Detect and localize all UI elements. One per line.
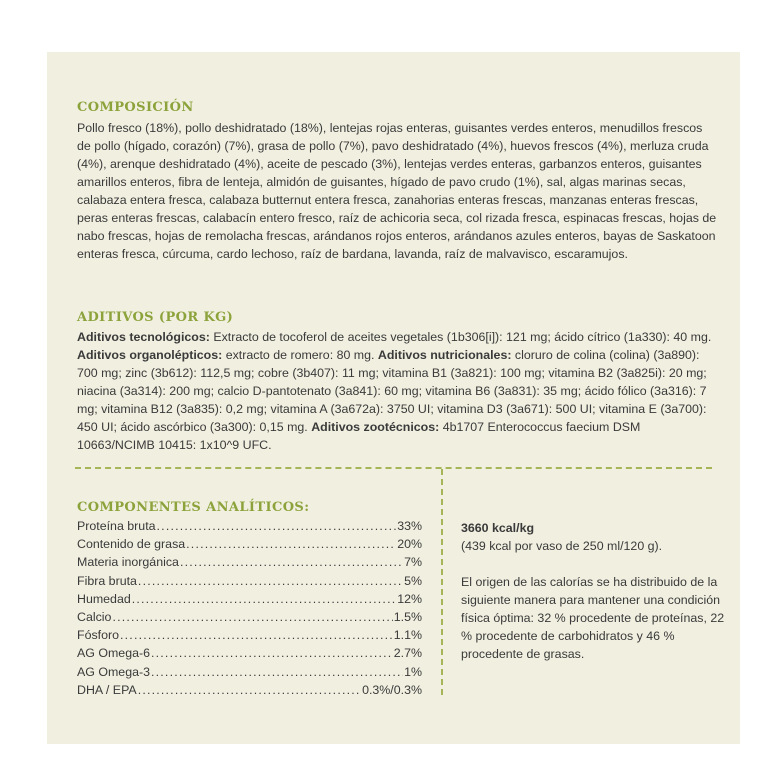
additives-organo-label: Aditivos organolépticos:	[77, 348, 223, 362]
additives-heading: ADITIVOS (POR KG)	[77, 310, 234, 325]
analytics-row	[77, 537, 422, 555]
analytics-row	[77, 683, 422, 701]
analytics-label: DHA / EPA	[77, 682, 137, 697]
energy-description: El origen de las calorías se ha distribuido de la siguiente manera para mantener una condición física óptima: 32 % procedente de proteínas, 22 % procedente de carbohidratos y 46 % procedente de grasas.	[461, 575, 725, 661]
analytics-list	[77, 519, 422, 701]
dot-leader	[186, 537, 396, 551]
analytics-value: 1%	[404, 664, 422, 679]
additives-zoo-label: Aditivos zootécnicos:	[311, 420, 440, 434]
dot-leader	[132, 592, 396, 606]
analytics-label: Humedad	[77, 591, 131, 606]
composition-heading: COMPOSICIÓN	[77, 100, 194, 115]
analytics-row	[77, 574, 422, 592]
dot-leader	[151, 646, 393, 660]
analytics-row	[77, 646, 422, 664]
dot-leader	[151, 665, 403, 679]
additives-nutri-label: Aditivos nutricionales:	[377, 348, 512, 362]
analytics-label: Contenido de grasa	[77, 537, 186, 552]
analytics-value: 1.1%	[393, 628, 422, 643]
analytics-label: Fibra bruta	[77, 573, 137, 588]
analytics-label: Fósforo	[77, 628, 120, 643]
analytics-row	[77, 592, 422, 610]
analytics-value: 1.5%	[393, 609, 422, 624]
dot-leader	[138, 574, 403, 588]
energy-kcal: 3660 kcal/kg	[461, 521, 535, 535]
analytics-row	[77, 610, 422, 628]
additives-nutri-text: cloruro de colina (colina) (3a890): 700 mg; zinc (3b612): 112,5 mg; cobre (3b407): 11 mg; vitamina B1 (3a821): 100 mg; vitamina B2 (3a825i): 20 mg; niacina (3a314): 200 mg; calcio D-pantotenato (3a841): 60 mg; vitamina B6 (3a831): 35 mg; ácido fólico (3a316): 7 mg; vitamina B12 (3a835): 0,2 mg; vitamina A (3a672a): 3750 UI; vitamina D3 (3a671): 500 UI; vitamina E (3a700): 450 UI; ácido ascórbico (3a300): 0,15 mg.	[77, 348, 707, 434]
analytics-row	[77, 555, 422, 573]
dot-leader	[157, 519, 397, 533]
analytics-value: 33%	[397, 519, 422, 533]
analytics-label: Calcio	[77, 609, 112, 624]
additives-tech-text: Extracto de tocoferol de aceites vegetales (1b306[i]): 121 mg; ácido cítrico (1a330): 40 mg.	[209, 330, 712, 344]
additives-tech-label: Aditivos tecnológicos:	[77, 330, 210, 344]
analytics-value: 0.3%/0.3%	[362, 682, 422, 697]
horizontal-divider	[75, 467, 712, 469]
additives-text	[77, 328, 717, 454]
composition-text: Pollo fresco (18%), pollo deshidratado (18%), lentejas rojas enteras, guisantes verdes enteros, menudillos frescos de pollo (hígado, corazón) (7%), grasa de pollo (7%), pavo deshidratado (4%), huevos frescos (4%), merluza cruda (4%), arenque deshidratado (4%), aceite de pescado (3%), lentejas verdes enteras, garbanzos enteros, guisantes amarillos enteros, fibra de lenteja, almidón de guisantes, hígado de pavo crudo (1%), sal, algas marinas secas, calabaza entera fresca, calabaza butternut entera fresca, zanahorias enteras frescas, manzanas enteras frescas, peras enteras frescas, calabacín entero fresco, raíz de achicoria seca, col rizada fresca, espinacas frescas, hojas de nabo frescas, hojas de remolacha frescas, arándanos rojos enteros, arándanos azules enteros, bayas de Saskatoon enteras fresca, cúrcuma, cardo lechoso, raíz de bardana, lavanda, raíz de malvavisco, escaramujos.	[77, 121, 717, 261]
dot-leader	[112, 610, 392, 624]
dot-leader	[120, 628, 393, 642]
analytics-row	[77, 665, 422, 683]
dot-leader	[138, 683, 361, 697]
dot-leader	[180, 555, 403, 569]
analytics-value: 2.7%	[393, 646, 422, 661]
analytics-label: AG Omega-3	[77, 664, 150, 679]
energy-section	[461, 519, 731, 663]
analytics-heading: COMPONENTES ANALÍTICOS:	[77, 500, 310, 515]
additives-organo-text: extracto de romero: 80 mg.	[222, 348, 378, 362]
vertical-divider	[441, 469, 443, 695]
analytics-label: Proteína bruta	[77, 519, 156, 533]
analytics-row	[77, 519, 422, 537]
analytics-value: 20%	[397, 537, 422, 552]
analytics-label: Materia inorgánica	[77, 555, 179, 570]
nutrition-panel	[47, 52, 740, 744]
analytics-value: 5%	[404, 573, 422, 588]
analytics-row	[77, 628, 422, 646]
energy-per-cup: (439 kcal por vaso de 250 ml/120 g).	[461, 539, 663, 553]
analytics-value: 12%	[397, 591, 422, 606]
analytics-value: 7%	[404, 555, 422, 570]
analytics-label: AG Omega-6	[77, 646, 150, 661]
additives-zoo-text: 4b1707 Enterococcus faecium DSM 10663/NCIMB 10415: 1x10^9 UFC.	[77, 420, 641, 452]
